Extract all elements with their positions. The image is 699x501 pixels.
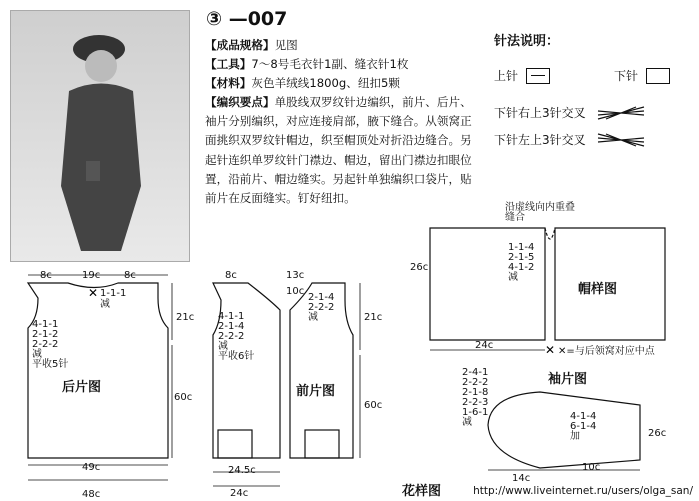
front-piece-outline [213, 283, 280, 458]
back-armhole-h: 21c [176, 312, 195, 323]
legend-knit-label: 上针 [494, 69, 519, 83]
back-piece-outline [28, 283, 168, 458]
sleeve-cuff: 14c [512, 473, 531, 484]
sleeve-outline [488, 392, 640, 468]
legend-title: 针法说明： [494, 34, 560, 49]
sleeve-label: 袖片图 [548, 372, 588, 387]
hood-center-mark: ✕ [545, 343, 556, 357]
back-body-h: 60c [174, 392, 193, 403]
hood-dec: 1-1-4 2-1-5 4-1-2 减 [508, 242, 535, 283]
back-piece-label: 后片图 [62, 380, 102, 395]
front-armhole-dec: 4-1-1 2-1-4 2-2-2 减 平收6针 [218, 311, 255, 362]
front-top-left: 8c [225, 270, 237, 281]
back-bottom: 48c [82, 489, 101, 500]
pattern-info: 【成品规格】见图 【工具】7～8号毛衣针1副、缝衣针1枚 【材料】灰色羊绒线1800g、纽扣5颗 【编织要点】单股线双罗纹针边编织，前片、后片、袖片分别编织，对应连接肩部，腋下缝合。从领窝正面挑织双罗纹针帽边，织至帽顶处对折沿边缝合。另起针连织单罗纹针门襟边、帽边，留出门襟边扣眼位置，沿前片、帽边缝实。另起针单独编织口袋片，贴前片在反面缝实。钉好纽扣。 [205, 38, 472, 205]
front-neck-dec: 2-1-4 2-2-2 减 [308, 292, 335, 323]
hood-note: 沿虚线向内重叠缝合 [505, 202, 575, 223]
pattern-label: 花样图 [402, 484, 442, 499]
front-armhole-h: 21c [364, 312, 383, 323]
back-center-mark: ✕ [88, 286, 99, 300]
hood-width: 24c [475, 340, 494, 351]
sleeve-cap-dec: 2-4-1 2-2-2 2-1-8 2-2-3 1-6-1 减 [462, 367, 489, 428]
back-armhole-dec: 4-1-1 2-1-2 2-2-2 减 平收5针 [32, 319, 69, 370]
hood-height: 26c [410, 262, 429, 273]
back-top-left: 8c [40, 270, 52, 281]
hood-center-note: ✕=与后领窝对应中点 [558, 346, 655, 357]
front-body-h: 60c [364, 400, 383, 411]
legend-purl-label: 下针 [614, 69, 639, 83]
sleeve-height: 26c [648, 428, 667, 439]
front-neck-w: 10c [286, 286, 305, 297]
source-url: http://www.liveinternet.ru/users/olga_san/ [473, 485, 693, 497]
legend-cross-left-label: 下针左上3针交叉 [494, 133, 586, 147]
front-bottom: 24c [230, 488, 249, 499]
front-piece-label: 前片图 [296, 384, 336, 399]
legend-cross-right-label: 下针右上3针交叉 [494, 106, 586, 120]
sleeve-length: 10c [582, 462, 601, 473]
pattern-title: ③ —007 [206, 8, 288, 30]
sleeve-inc: 4-1-4 6-1-4 加 [570, 411, 597, 442]
hood-label: 帽样图 [578, 282, 618, 297]
back-top-right: 8c [124, 270, 136, 281]
back-waist: 49c [82, 462, 101, 473]
front-pocket-w: 24.5c [228, 465, 256, 476]
front-top-mid: 13c [286, 270, 305, 281]
back-neck-dec: 1-1-1 减 [100, 288, 127, 310]
back-top-mid: 19c [82, 270, 101, 281]
